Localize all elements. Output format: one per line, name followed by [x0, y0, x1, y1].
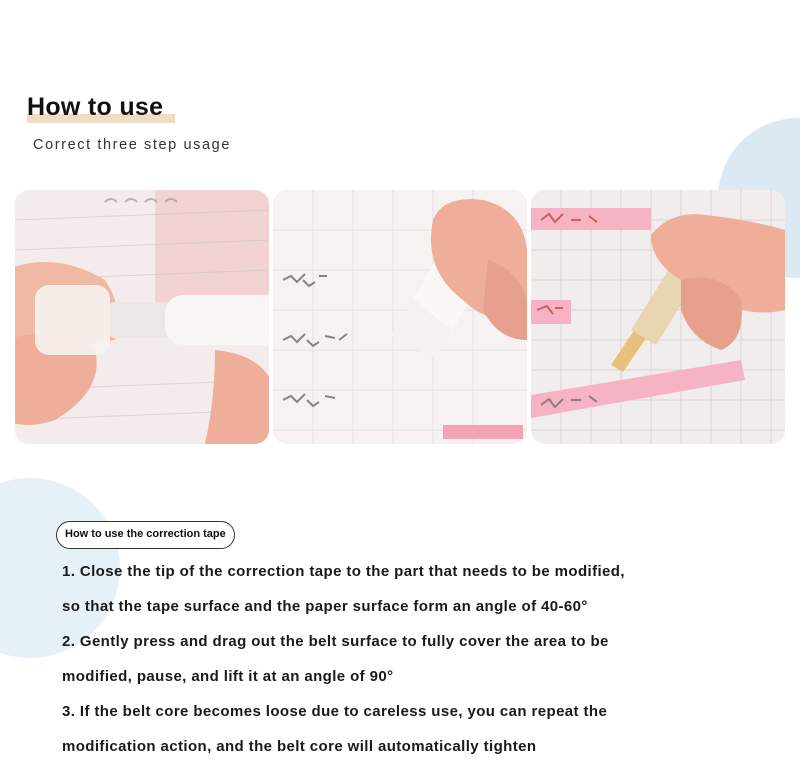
correction-tape-opening-photo: [15, 190, 269, 444]
section-header: [27, 93, 163, 122]
page-subtitle: Correct three step usage: [33, 137, 231, 153]
instruction-line: modification action, and the belt core will automatically tighten: [62, 738, 537, 755]
correction-tape-applying-photo: [273, 190, 527, 444]
instructions-heading-badge: How to use the correction tape: [56, 521, 235, 549]
instruction-line: so that the tape surface and the paper surface form an angle of 40-60°: [62, 598, 588, 615]
instruction-line: 2. Gently press and drag out the belt surface to fully cover the area to be: [62, 633, 609, 650]
page-title: How to use: [27, 93, 164, 121]
instructions-list: [62, 560, 792, 770]
correction-tape-tip-photo: [531, 190, 785, 444]
instruction-line: modified, pause, and lift it at an angle of 90°: [62, 668, 394, 685]
instruction-line: 1. Close the tip of the correction tape to the part that needs to be modified,: [62, 563, 625, 580]
instruction-line: 3. If the belt core becomes loose due to careless use, you can repeat the: [62, 703, 608, 720]
